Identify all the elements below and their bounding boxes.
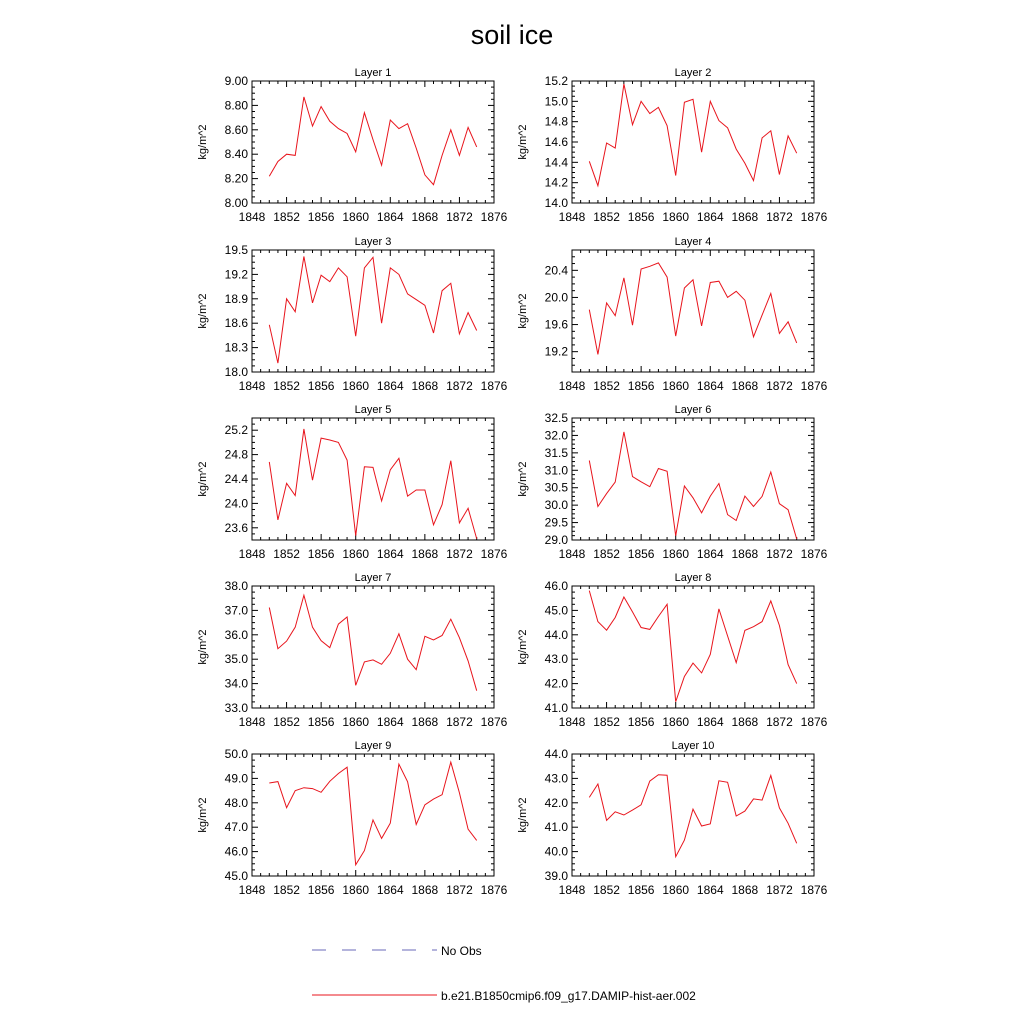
x-tick-label: 1876 [800,715,828,729]
panel-layer-6 [517,404,828,561]
plot-frame [252,81,494,203]
y-tick-label: 19.2 [224,267,248,282]
y-tick-label: 8.60 [224,122,248,137]
x-tick-label: 1872 [766,715,793,729]
y-tick-label: 43.0 [544,771,568,786]
x-tick-label: 1860 [662,883,690,897]
x-tick-label: 1848 [238,715,266,729]
panel-layer-10 [517,740,828,897]
y-tick-label: 34.0 [224,676,248,691]
x-tick-label: 1852 [593,883,620,897]
plot-frame [252,586,494,708]
x-tick-label: 1872 [766,210,793,224]
y-tick-label: 14.8 [544,114,568,129]
x-tick-label: 1864 [376,547,404,561]
x-tick-label: 1872 [766,547,793,561]
x-tick-label: 1848 [558,379,586,393]
y-axis-label: kg/m^2 [197,293,209,329]
y-tick-label: 46.0 [224,844,248,859]
y-tick-label: 33.0 [224,701,248,715]
y-tick-label: 19.5 [224,243,248,257]
y-tick-label: 19.6 [544,317,568,332]
x-tick-label: 1876 [480,379,508,393]
y-tick-label: 18.6 [224,316,248,331]
y-tick-label: 19.2 [544,344,568,359]
x-tick-label: 1868 [731,883,759,897]
y-axis-label: kg/m^2 [197,461,209,497]
x-tick-label: 1864 [376,883,404,897]
y-tick-label: 29.5 [544,515,568,530]
x-tick-label: 1856 [627,715,655,729]
panel-layer-2 [517,67,828,224]
plot-frame [572,250,814,372]
x-tick-label: 1848 [238,379,266,393]
y-tick-label: 20.4 [544,263,568,278]
y-tick-label: 42.0 [544,676,568,691]
x-tick-label: 1852 [273,379,300,393]
x-tick-label: 1860 [342,715,370,729]
panel-title: Layer 2 [674,67,712,79]
y-tick-label: 24.0 [224,496,248,511]
plot-frame [252,754,494,876]
legend-no-obs-label: No Obs [441,944,482,958]
x-tick-label: 1848 [558,547,586,561]
panel-grid [197,67,828,897]
y-tick-label: 15.2 [544,74,568,88]
series-line [269,762,476,865]
x-tick-label: 1848 [238,210,266,224]
x-tick-label: 1864 [696,547,724,561]
x-tick-label: 1860 [342,210,370,224]
x-tick-label: 1864 [376,715,404,729]
series-line [589,263,796,355]
x-tick-label: 1848 [558,715,586,729]
x-tick-label: 1872 [446,883,473,897]
y-tick-label: 45.0 [544,603,568,618]
series-line [589,432,796,539]
x-tick-label: 1856 [307,379,335,393]
y-tick-label: 38.0 [224,579,248,593]
y-tick-label: 32.5 [544,411,568,425]
x-tick-label: 1872 [446,379,473,393]
x-tick-label: 1876 [800,379,828,393]
y-tick-label: 18.9 [224,291,248,306]
x-tick-label: 1860 [662,547,690,561]
x-tick-label: 1876 [480,210,508,224]
legend-model-label: b.e21.B1850cmip6.f09_g17.DAMIP-hist-aer.002 [441,989,696,1003]
x-tick-label: 1860 [662,379,690,393]
y-axis-label: kg/m^2 [197,629,209,665]
y-tick-label: 14.6 [544,135,568,149]
x-tick-label: 1876 [800,547,828,561]
y-tick-label: 41.0 [544,820,568,835]
x-tick-label: 1856 [307,210,335,224]
panel-layer-7 [197,572,508,729]
x-tick-label: 1856 [307,547,335,561]
x-tick-label: 1872 [446,547,473,561]
y-axis-label: kg/m^2 [517,629,529,665]
x-tick-label: 1868 [411,210,439,224]
y-tick-label: 35.0 [224,652,248,667]
panel-layer-9 [197,740,508,897]
x-tick-label: 1876 [480,883,508,897]
x-tick-label: 1848 [558,883,586,897]
x-tick-label: 1872 [446,715,473,729]
y-tick-label: 44.0 [544,627,568,642]
x-tick-label: 1852 [593,210,620,224]
y-tick-label: 24.4 [224,472,248,486]
y-tick-label: 42.0 [544,795,568,810]
series-line [269,595,476,690]
plot-frame [572,586,814,708]
plot-frame [252,418,494,540]
y-tick-label: 31.0 [544,463,568,478]
y-tick-label: 24.8 [224,447,248,462]
panel-title: Layer 4 [674,236,712,248]
x-tick-label: 1868 [411,715,439,729]
y-tick-label: 15.0 [544,94,568,109]
y-tick-label: 30.0 [544,498,568,513]
x-tick-label: 1876 [800,210,828,224]
x-tick-label: 1860 [662,210,690,224]
plot-frame [252,250,494,372]
panel-title: Layer 6 [674,404,712,416]
x-tick-label: 1864 [696,883,724,897]
x-tick-label: 1860 [342,883,370,897]
plot-frame [572,418,814,540]
x-tick-label: 1848 [238,883,266,897]
x-tick-label: 1852 [273,547,300,561]
y-tick-label: 41.0 [544,701,568,715]
y-tick-label: 8.20 [224,171,248,186]
y-axis-label: kg/m^2 [197,124,209,160]
y-tick-label: 14.2 [544,175,568,190]
legend [312,944,696,1003]
y-tick-label: 18.0 [224,365,248,379]
series-line [589,775,796,857]
x-tick-label: 1852 [593,715,620,729]
y-tick-label: 45.0 [224,869,248,883]
x-tick-label: 1864 [376,379,404,393]
plot-frame [572,754,814,876]
y-tick-label: 50.0 [224,747,248,761]
y-tick-label: 8.80 [224,98,248,113]
y-axis-label: kg/m^2 [517,293,529,329]
x-tick-label: 1872 [446,210,473,224]
y-tick-label: 47.0 [224,820,248,835]
x-tick-label: 1860 [662,715,690,729]
y-tick-label: 23.6 [224,520,248,535]
y-tick-label: 39.0 [544,869,568,883]
x-tick-label: 1864 [696,715,724,729]
x-tick-label: 1868 [731,547,759,561]
x-tick-label: 1856 [627,210,655,224]
series-line [589,591,796,702]
y-tick-label: 20.0 [544,290,568,305]
x-tick-label: 1868 [731,379,759,393]
y-tick-label: 43.0 [544,652,568,667]
x-tick-label: 1868 [731,210,759,224]
x-tick-label: 1868 [411,883,439,897]
y-tick-label: 18.3 [224,340,248,355]
x-tick-label: 1876 [800,883,828,897]
x-tick-label: 1876 [480,547,508,561]
y-tick-label: 8.00 [224,196,248,210]
y-tick-label: 14.0 [544,196,568,210]
x-tick-label: 1848 [238,547,266,561]
x-tick-label: 1864 [696,379,724,393]
x-tick-label: 1852 [273,715,300,729]
y-tick-label: 25.2 [224,423,248,438]
panel-title: Layer 1 [354,67,392,79]
x-tick-label: 1856 [627,883,655,897]
y-tick-label: 29.0 [544,533,568,547]
x-tick-label: 1864 [376,210,404,224]
panel-layer-4 [517,236,828,393]
y-tick-label: 14.4 [544,155,568,170]
y-tick-label: 40.0 [544,844,568,859]
y-tick-label: 48.0 [224,795,248,810]
x-tick-label: 1852 [273,883,300,897]
x-tick-label: 1852 [593,379,620,393]
x-tick-label: 1872 [766,883,793,897]
x-tick-label: 1856 [307,883,335,897]
y-axis-label: kg/m^2 [517,124,529,160]
y-tick-label: 36.0 [224,627,248,642]
panel-title: Layer 3 [354,236,392,248]
figure-title: soil ice [470,20,554,50]
y-axis-label: kg/m^2 [197,797,209,833]
y-tick-label: 31.5 [544,445,568,460]
series-line [269,429,476,539]
x-tick-label: 1852 [593,547,620,561]
y-tick-label: 46.0 [544,579,568,593]
y-axis-label: kg/m^2 [517,461,529,497]
panel-title: Layer 8 [674,572,712,584]
x-tick-label: 1860 [342,379,370,393]
panel-title: Layer 10 [671,740,715,752]
x-tick-label: 1856 [627,379,655,393]
x-tick-label: 1860 [342,547,370,561]
y-tick-label: 44.0 [544,747,568,761]
x-tick-label: 1868 [411,547,439,561]
y-tick-label: 30.5 [544,480,568,495]
panel-layer-1 [197,67,508,224]
panel-layer-3 [197,236,508,393]
panel-title: Layer 5 [354,404,392,416]
x-tick-label: 1868 [411,379,439,393]
panel-layer-8 [517,572,828,729]
panel-layer-5 [197,404,508,561]
y-tick-label: 8.40 [224,147,248,162]
x-tick-label: 1852 [273,210,300,224]
panel-title: Layer 9 [354,740,392,752]
y-tick-label: 32.0 [544,428,568,443]
y-tick-label: 49.0 [224,771,248,786]
x-tick-label: 1848 [558,210,586,224]
panel-title: Layer 7 [354,572,392,584]
series-line [589,84,796,186]
series-line [269,257,476,364]
y-tick-label: 9.00 [224,74,248,88]
series-line [269,97,476,185]
x-tick-label: 1868 [731,715,759,729]
x-tick-label: 1872 [766,379,793,393]
x-tick-label: 1856 [307,715,335,729]
x-tick-label: 1876 [480,715,508,729]
x-tick-label: 1864 [696,210,724,224]
y-axis-label: kg/m^2 [517,797,529,833]
y-tick-label: 37.0 [224,603,248,618]
x-tick-label: 1856 [627,547,655,561]
